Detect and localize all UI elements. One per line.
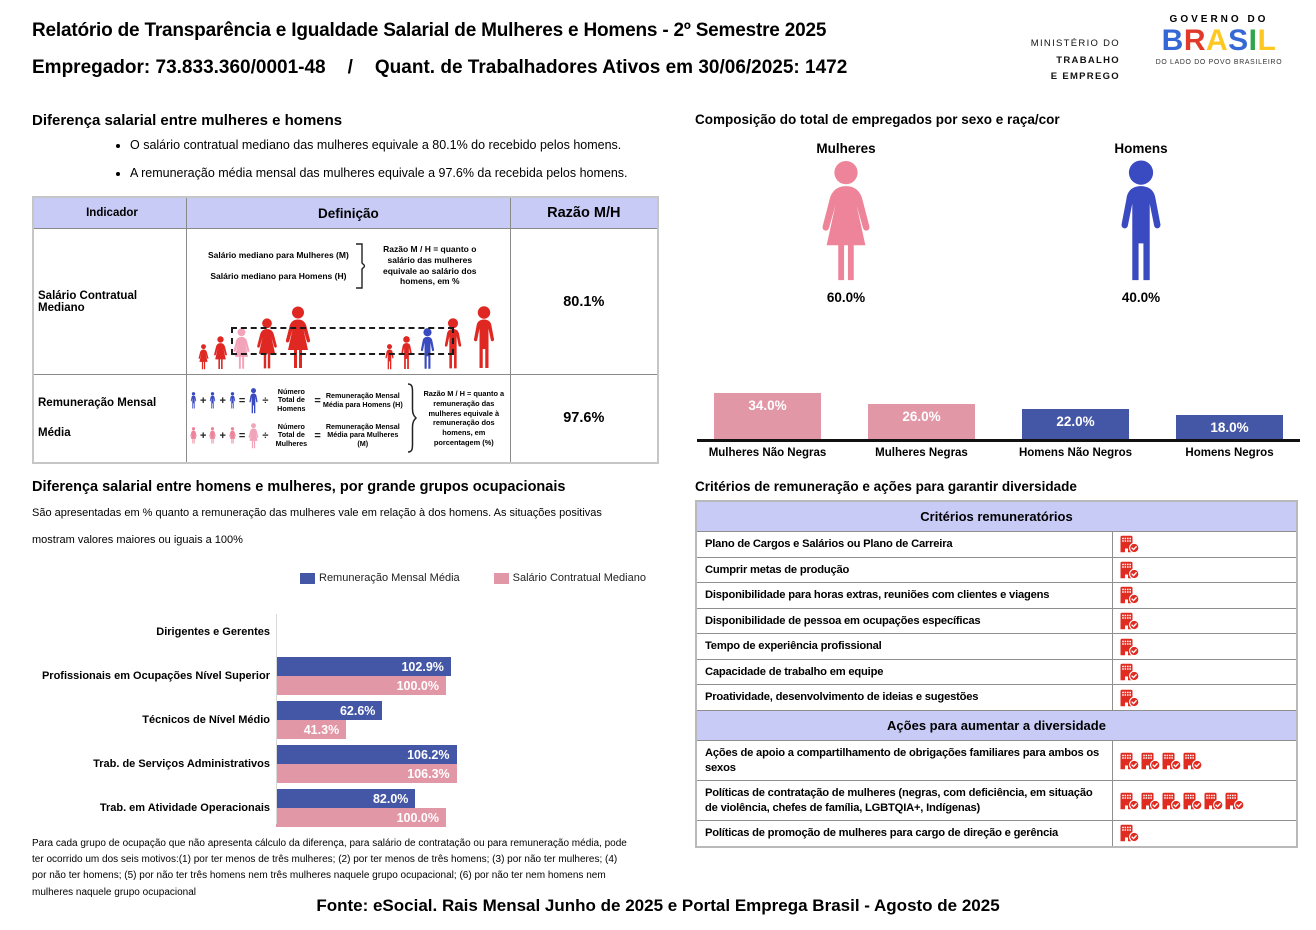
male-figure-icon — [208, 392, 217, 409]
criteria-section-header: Ações para aumentar a diversidade — [697, 711, 1296, 741]
occupational-row — [32, 698, 625, 742]
equals-sign: = — [238, 429, 246, 442]
building-check-icon — [1119, 689, 1140, 707]
criteria-icons — [1113, 821, 1296, 846]
criteria-icons — [1113, 583, 1296, 608]
employer-id: Empregador: 73.833.360/0001-48 — [32, 57, 326, 78]
criteria-icons — [1113, 532, 1296, 557]
criteria-row — [697, 558, 1296, 584]
criteria-table — [695, 500, 1298, 848]
bar-category-label — [1176, 447, 1283, 459]
legend-label: Remuneração Mensal Média — [319, 572, 460, 584]
gov-tagline: DO LADO DO POVO BRASILEIRO — [1155, 58, 1283, 66]
building-check-icon — [1119, 638, 1140, 656]
criteria-icons — [1113, 781, 1296, 820]
formula-row-women — [189, 423, 403, 449]
male-label: Homens — [1114, 141, 1168, 156]
building-check-icon — [1119, 663, 1140, 681]
occupational-category-label: Trab. de Serviços Administrativos — [93, 757, 270, 770]
criteria-row — [697, 532, 1296, 558]
bracket-icon — [355, 242, 365, 290]
building-check-icon — [1161, 792, 1182, 810]
occupational-category-label: Técnicos de Nível Médio — [142, 713, 270, 726]
mean-ratio-value: 97.6% — [510, 375, 658, 463]
mean-definition-cell — [187, 375, 511, 463]
criteria-table-body — [697, 502, 1296, 846]
bar-value-label: 18.0% — [1210, 419, 1249, 435]
bar-category-label — [1018, 447, 1133, 459]
brasil-letter: I — [1248, 24, 1258, 57]
criteria-icons — [1113, 609, 1296, 634]
indicator-table — [32, 196, 659, 464]
logo-area — [1031, 14, 1298, 86]
brasil-letter: S — [1228, 24, 1249, 57]
criteria-row — [697, 685, 1296, 711]
source-footer: Fonte: eSocial. Rais Mensal Junho de 2025 e Portal Emprega Brasil - Agosto de 2025 — [316, 896, 1000, 915]
occupational-bar: 102.9% — [276, 657, 451, 676]
governo-do-brasil-logo — [1140, 14, 1298, 66]
building-check-icon — [1119, 792, 1140, 810]
indicator-mean-label — [33, 375, 187, 463]
col-header-indicador: Indicador — [33, 197, 187, 229]
median-definition-cell — [187, 229, 511, 375]
building-check-icon — [1203, 792, 1224, 810]
female-figure-icon — [228, 427, 237, 444]
brasil-letter: L — [1257, 24, 1277, 57]
bar-category-text: Mulheres Não Negras — [708, 447, 827, 459]
female-figure-icon — [189, 427, 198, 444]
formula-result: Remuneração Mensal Média para Mulheres (M) — [325, 421, 400, 449]
indicator-mean-line2: Média — [38, 427, 71, 440]
occupational-desc-line1: São apresentadas em % quanto a remuneração das mulheres vale em relação à dos homens. As situações positivas — [32, 507, 602, 519]
building-check-icon — [1182, 792, 1203, 810]
criteria-label: Disponibilidade de pessoa em ocupações específicas — [697, 609, 1113, 634]
bar-value-label: 26.0% — [902, 408, 941, 424]
indicator-median-label: Salário Contratual Mediano — [33, 229, 187, 375]
governo-do-label: GOVERNO DO — [1169, 14, 1269, 25]
formula-divisor: Número Total de Mulheres — [275, 421, 308, 449]
occupational-bar: 41.3% — [276, 720, 346, 739]
composition-baseline — [697, 439, 1300, 442]
bar-category-text: Mulheres Negras — [875, 447, 968, 459]
legend-swatch-blue — [300, 573, 315, 584]
composition-bar — [868, 404, 975, 439]
criteria-label: Ações de apoio a compartilhamento de obrigações familiares para ambos os sexos — [697, 741, 1113, 780]
brasil-letter: A — [1205, 24, 1229, 57]
median-dashed-box — [231, 327, 454, 355]
equals-sign: = — [314, 429, 321, 442]
male-percentage: 40.0% — [1121, 290, 1161, 305]
mean-formula-rows — [189, 388, 403, 449]
criteria-icons — [1113, 558, 1296, 583]
criteria-label: Disponibilidade para horas extras, reuniões com clientes e viagens — [697, 583, 1113, 608]
occupational-category-label: Trab. em Atividade Operacionais — [99, 801, 270, 814]
occupational-chart-rows — [32, 610, 625, 830]
occupational-category-label: Dirigentes e Gerentes — [156, 625, 270, 638]
occupational-bars — [276, 657, 451, 695]
occupational-desc-line2: mostram valores maiores ou iguais a 100% — [32, 534, 243, 546]
criteria-label: Plano de Cargos e Salários ou Plano de Carreira — [697, 532, 1113, 557]
occupational-row — [32, 786, 625, 830]
bar-category-text: Homens Não Negros — [1018, 447, 1133, 459]
legend-item-mensal-media — [300, 572, 460, 584]
criteria-heading: Critérios de remuneração e ações para garantir diversidade — [695, 479, 1077, 494]
occupational-bars — [276, 789, 446, 827]
bullet-mean-salary: • A remuneração média mensal das mulheres equivale a 97.6% da recebida pelos homens. — [130, 166, 632, 180]
plus-sign: + — [200, 394, 207, 407]
occupational-chart — [32, 610, 625, 830]
composition-bar — [714, 393, 821, 439]
ministry-line1: MINISTÉRIO DO — [1030, 38, 1120, 49]
bar-value-label: 22.0% — [1056, 414, 1095, 430]
man-icon — [1109, 160, 1173, 284]
male-figure-icon — [468, 306, 500, 370]
occupational-row — [32, 654, 625, 698]
indicator-mean-line1: Remuneração Mensal — [38, 397, 157, 410]
criteria-label: Proatividade, desenvolvimento de ideias e sugestões — [697, 685, 1113, 710]
brasil-letter: R — [1183, 24, 1206, 57]
composition-heading: Composição do total de empregados por sexo e raça/cor — [695, 112, 1060, 127]
formula-divisor: Número Total de Homens — [277, 386, 306, 414]
criteria-label: Cumprir metas de produção — [697, 558, 1113, 583]
formula-row-men — [189, 388, 403, 414]
occupational-footnote: Para cada grupo de ocupação que não apresenta cálculo da diferença, para salário de contratação ou para remuneração média, pode ter ocorrido um dos seis motivos:(1) por ter menos de três mulheres; (2) por ter menos de três homens; (3) por não ter mulheres; (4) por não ter homens; (5) por não ter três homens nem três mulheres naquele grupo ocupacional; (6) por não ter nem homens nem mulheres naquele grupo ocupacional — [32, 838, 627, 898]
ministry-line2: TRABALHO — [1056, 54, 1120, 66]
criteria-icons — [1113, 660, 1296, 685]
median-people-illustration — [187, 292, 510, 370]
brasil-letter: B — [1161, 24, 1184, 57]
female-figure-icon — [247, 423, 260, 449]
criteria-section-header: Critérios remuneratórios — [697, 502, 1296, 532]
criteria-label: Políticas de contratação de mulheres (negras, com deficiência, em situação de violência, chefes de família, LGBTQIA+, Indígenas) — [697, 781, 1113, 820]
building-check-icon — [1224, 792, 1245, 810]
divide-sign: ÷ — [262, 394, 269, 407]
criteria-row — [697, 741, 1296, 781]
building-check-icon — [1119, 561, 1140, 579]
bar-category-text: Homens Negros — [1185, 447, 1274, 459]
occupational-axis-line — [276, 614, 277, 824]
mean-ratio-note: Razão M / H = quanto a remuneração das mulheres equivale à remuneração dos homens, em porcentagem (%) — [423, 389, 505, 447]
criteria-row — [697, 660, 1296, 686]
composition-bar — [1022, 409, 1129, 439]
ministry-line3: E EMPREGO — [1050, 71, 1120, 83]
employer-line — [32, 57, 847, 79]
equals-sign: = — [314, 394, 321, 407]
building-check-icon — [1182, 752, 1203, 770]
median-ratio-value: 80.1% — [510, 229, 658, 375]
criteria-row — [697, 781, 1296, 821]
bar-category-label — [868, 447, 975, 459]
woman-icon — [814, 160, 878, 284]
male-figure-icon — [189, 392, 198, 409]
building-check-icon — [1140, 752, 1161, 770]
occupational-bars — [276, 745, 457, 783]
building-check-icon — [1119, 535, 1140, 553]
active-workers: Quant. de Trabalhadores Ativos em 30/06/2025: 1472 — [374, 57, 848, 78]
occupational-bar: 62.6% — [276, 701, 382, 720]
female-figure-icon — [197, 344, 210, 370]
occupational-bar: 106.3% — [276, 764, 457, 783]
legend-item-contratual-mediano — [494, 572, 646, 584]
building-check-icon — [1119, 824, 1140, 842]
col-header-definicao: Definição — [187, 197, 511, 229]
female-percentage: 60.0% — [826, 290, 866, 305]
composition-bars — [697, 377, 1300, 439]
plus-sign: + — [219, 394, 226, 407]
ministry-logo — [1031, 36, 1120, 86]
building-check-icon — [1161, 752, 1182, 770]
legend-label: Salário Contratual Mediano — [512, 572, 646, 584]
composition-categories — [697, 447, 1300, 459]
bar-value-label: 34.0% — [748, 398, 787, 414]
chart-legend — [300, 572, 646, 584]
plus-sign: + — [200, 429, 207, 442]
occupational-row — [32, 610, 625, 654]
median-men-line: Salário mediano para Homens (H) — [210, 271, 347, 281]
col-header-razao: Razão M/H — [510, 197, 658, 229]
building-check-icon — [1119, 586, 1140, 604]
building-check-icon — [1119, 612, 1140, 630]
salary-gap-heading: Diferença salarial entre mulheres e homens — [32, 112, 343, 129]
criteria-row — [697, 634, 1296, 660]
occupational-bars — [276, 701, 382, 739]
criteria-label: Capacidade de trabalho em equipe — [697, 660, 1113, 685]
occupational-bar: 100.0% — [276, 808, 446, 827]
median-ratio-note: Razão M / H = quanto o salário das mulheres equivale ao salário dos homens, em % — [383, 244, 477, 287]
female-block — [780, 141, 912, 305]
brasil-wordmark-icon — [1140, 25, 1298, 57]
bar-category-label — [708, 447, 827, 459]
composition-bar — [1176, 415, 1283, 439]
criteria-icons — [1113, 685, 1296, 710]
female-label: Mulheres — [816, 141, 876, 156]
divide-sign: ÷ — [262, 429, 269, 442]
brace-icon — [406, 382, 417, 454]
median-women-line: Salário mediano para Mulheres (M) — [208, 250, 349, 260]
occupational-category-label: Profissionais em Ocupações Nível Superior — [41, 669, 270, 682]
bullet-median-salary: • O salário contratual mediano das mulheres equivale a 80.1% do recebido pelos homens. — [130, 138, 632, 152]
building-check-icon — [1119, 752, 1140, 770]
formula-result: Remuneração Mensal Média para Homens (H) — [322, 391, 403, 409]
occupational-bar: 106.2% — [276, 745, 457, 764]
female-figure-icon — [208, 427, 217, 444]
criteria-row — [697, 821, 1296, 846]
criteria-label: Políticas de promoção de mulheres para cargo de direção e gerência — [697, 821, 1113, 846]
male-figure-icon — [228, 392, 237, 409]
occupational-bar: 82.0% — [276, 789, 415, 808]
criteria-icons — [1113, 741, 1296, 780]
criteria-row — [697, 609, 1296, 635]
criteria-label: Tempo de experiência profissional — [697, 634, 1113, 659]
separator: / — [347, 57, 353, 78]
criteria-icons — [1113, 634, 1296, 659]
salary-gap-bullets — [32, 138, 632, 194]
occupational-row — [32, 742, 625, 786]
occupational-bar: 100.0% — [276, 676, 446, 695]
female-figure-icon — [212, 336, 229, 370]
page-title: Relatório de Transparência e Igualdade Salarial de Mulheres e Homens - 2º Semestre 2025 — [32, 20, 827, 41]
occupational-heading: Diferença salarial entre homens e mulheres, por grande grupos ocupacionais — [32, 479, 566, 495]
criteria-row — [697, 583, 1296, 609]
male-figure-icon — [247, 388, 260, 414]
composition-chart — [697, 377, 1300, 459]
legend-swatch-pink — [494, 573, 509, 584]
plus-sign: + — [219, 429, 226, 442]
building-check-icon — [1140, 792, 1161, 810]
equals-sign: = — [238, 394, 246, 407]
male-block — [1075, 141, 1207, 305]
